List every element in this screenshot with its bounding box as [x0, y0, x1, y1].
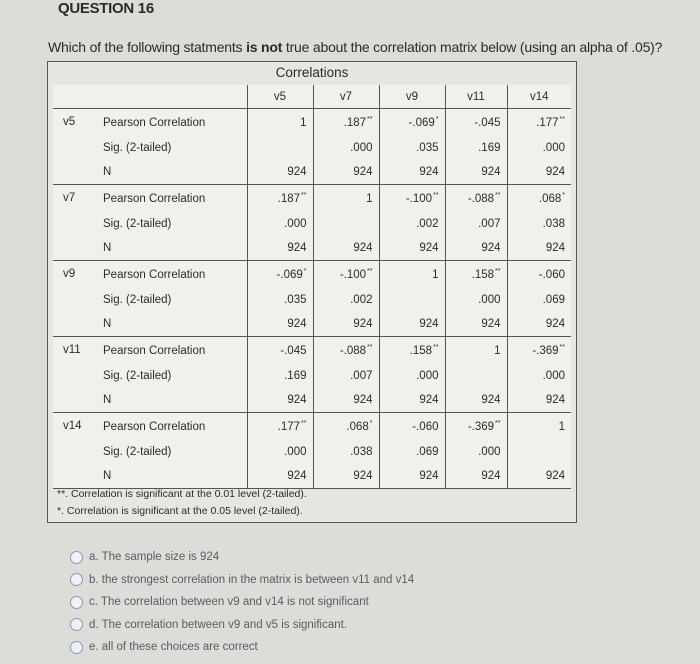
cell-value: 924: [481, 394, 501, 406]
cell-v5-v9-sig: [379, 136, 445, 160]
cell-value: .187: [277, 192, 301, 205]
question-title: QUESTION 16: [58, 0, 154, 17]
answer-option-label[interactable]: b. the strongest correlation in the matrix is between v11 and v14: [89, 573, 415, 586]
stat-label: [95, 136, 247, 160]
matrix-row-v9-pearson: [53, 261, 571, 289]
cell-v14-v5-n: [247, 464, 313, 489]
matrix-row-v5-sig: [53, 136, 571, 160]
cell-value: 1: [494, 344, 501, 357]
cell-v7-v7-sig: [313, 212, 379, 236]
cell-value: 924: [287, 166, 307, 178]
cell-v14-v14-n: [507, 464, 571, 489]
cell-value: .007: [478, 218, 501, 230]
stat-label-text: N: [103, 470, 112, 482]
answer-options: [70, 546, 414, 659]
cell-value: 1: [432, 268, 439, 281]
cell-value: .000: [478, 446, 501, 458]
column-header-v9: v9: [379, 85, 445, 109]
cell-value: -.100: [339, 268, 367, 281]
row-label-v9: v9: [53, 261, 95, 337]
answer-option[interactable]: [70, 546, 414, 569]
stat-label: [95, 364, 247, 388]
cell-value: .038: [350, 446, 373, 458]
cell-value: -.369: [532, 344, 559, 357]
cell-value: .069: [542, 294, 565, 306]
cell-value: .038: [542, 218, 565, 230]
cell-value: 924: [353, 394, 373, 406]
cell-v11-v5-sig: [247, 364, 313, 388]
stat-label: [95, 109, 247, 137]
column-header-v5: v5: [247, 85, 313, 109]
cell-value: -.088: [467, 192, 495, 205]
answer-option-label[interactable]: d. The correlation between v9 and v5 is significant.: [89, 618, 348, 631]
stat-label-text: N: [103, 394, 112, 406]
column-header-v14: v14: [507, 85, 571, 109]
cell-v5-v7-n: [313, 160, 379, 185]
row-label-v14: v14: [53, 413, 95, 489]
cell-v7-v9-sig: [379, 212, 445, 236]
cell-value: .000: [416, 370, 439, 382]
cell-v9-v5-n: [247, 312, 313, 337]
cell-v14-v11-sig: [445, 440, 507, 464]
cell-v9-v7-n: [313, 312, 379, 337]
cell-v14-v7-sig: [313, 440, 379, 464]
answer-option[interactable]: [70, 569, 414, 592]
stat-label-text: Sig. (2-tailed): [103, 142, 172, 154]
cell-value: .187: [343, 116, 367, 129]
significance-marker: **: [433, 344, 439, 352]
row-label-v5: v5: [53, 109, 95, 185]
significance-marker: **: [495, 420, 501, 428]
cell-v5-v9-n: [379, 160, 445, 185]
cell-v9-v14-n: [507, 312, 571, 337]
cell-v9-v9-n: [379, 312, 445, 337]
cell-value: 1: [300, 116, 307, 129]
cell-value: 924: [545, 242, 565, 254]
significance-marker: **: [301, 420, 307, 428]
cell-value: 924: [545, 318, 565, 330]
stat-label-text: Sig. (2-tailed): [103, 446, 172, 458]
cell-v11-v11-pearson: [445, 337, 507, 365]
cell-value: .035: [284, 294, 307, 306]
cell-value: 924: [481, 166, 501, 178]
cell-v11-v14-n: [507, 388, 571, 413]
significance-marker: **: [301, 192, 307, 200]
cell-v5-v5-pearson: [247, 109, 313, 137]
cell-v9-v14-pearson: [507, 261, 571, 289]
cell-v7-v11-n: [445, 236, 507, 261]
significance-marker: **: [433, 192, 439, 200]
cell-value: -.060: [538, 268, 565, 281]
cell-v7-v5-pearson: [247, 185, 313, 213]
cell-value: .068: [538, 192, 562, 205]
cell-v5-v14-sig: [507, 136, 571, 160]
cell-value: .068: [346, 420, 369, 433]
radio-button[interactable]: [70, 641, 83, 654]
cell-value: .000: [478, 294, 501, 306]
stat-label-text: Pearson Correlation: [103, 192, 206, 205]
cell-value: .158: [409, 344, 433, 357]
cell-v14-v9-sig: [379, 440, 445, 464]
correlations-panel: [47, 61, 577, 523]
stat-label-text: Pearson Correlation: [103, 344, 206, 357]
cell-v11-v9-pearson: [379, 337, 445, 365]
stat-label-text: N: [103, 318, 112, 330]
answer-option[interactable]: [70, 636, 414, 659]
cell-value: -.369: [467, 420, 495, 433]
cell-v9-v11-n: [445, 312, 507, 337]
cell-v14-v5-sig: [247, 440, 313, 464]
cell-value: 1: [558, 420, 565, 433]
cell-v7-v5-n: [247, 236, 313, 261]
significance-marker: **: [495, 268, 501, 276]
cell-value: 924: [353, 242, 373, 254]
cell-value: .002: [416, 218, 439, 230]
question-text-pre: Which of the following statments: [48, 39, 247, 55]
matrix-row-v14-n: [53, 464, 571, 489]
stat-label: [95, 312, 247, 337]
significance-marker: **: [367, 268, 373, 276]
header-row: [53, 85, 571, 109]
radio-button[interactable]: [70, 596, 83, 609]
cell-v11-v9-sig: [379, 364, 445, 388]
cell-value: -.069: [276, 268, 303, 281]
correlations-title: Correlations: [275, 65, 349, 80]
cell-value: 924: [353, 470, 373, 482]
cell-v7-v11-pearson: [445, 185, 507, 213]
matrix-row-v5-pearson: [53, 109, 571, 137]
cell-v5-v14-pearson: [507, 109, 571, 137]
cell-value: -.069: [408, 116, 435, 129]
cell-v14-v7-n: [313, 464, 379, 489]
cell-value: .158: [471, 268, 495, 281]
stat-label: [95, 464, 247, 489]
cell-v5-v7-pearson: [313, 109, 379, 137]
significance-marker: **: [559, 116, 565, 124]
cell-value: .177: [536, 116, 559, 129]
cell-value: -.060: [412, 420, 439, 433]
cell-v9-v14-sig: [507, 288, 571, 312]
cell-value: 924: [419, 470, 439, 482]
matrix-row-v9-n: [53, 312, 571, 337]
significance-marker: **: [367, 116, 373, 124]
stat-label: [95, 288, 247, 312]
cell-v14-v5-pearson: [247, 413, 313, 441]
cell-value: 924: [545, 470, 565, 482]
stat-label-text: Sig. (2-tailed): [103, 370, 172, 382]
stat-label-text: Pearson Correlation: [103, 116, 206, 129]
correlation-matrix: [53, 85, 571, 489]
cell-value: .069: [416, 446, 439, 458]
cell-v11-v5-pearson: [247, 337, 313, 365]
cell-value: .000: [542, 142, 565, 154]
header-blank: [53, 85, 95, 109]
stat-label-text: N: [103, 166, 112, 178]
cell-v9-v5-pearson: [247, 261, 313, 289]
footnote-005: *. Correlation is significant at the 0.05 level (2-tailed).: [57, 505, 303, 517]
matrix-row-v7-n: [53, 236, 571, 261]
cell-v11-v14-sig: [507, 364, 571, 388]
column-header-v11: v11: [445, 85, 507, 109]
matrix-row-v7-sig: [53, 212, 571, 236]
stat-label: [95, 337, 247, 365]
cell-v9-v5-sig: [247, 288, 313, 312]
question-text-post: true about the correlation matrix below (using an alpha of .05)?: [282, 39, 663, 55]
cell-value: 924: [287, 470, 307, 482]
cell-v7-v7-n: [313, 236, 379, 261]
cell-v14-v11-n: [445, 464, 507, 489]
cell-v9-v7-sig: [313, 288, 379, 312]
cell-v5-v9-pearson: [379, 109, 445, 137]
cell-v5-v11-pearson: [445, 109, 507, 137]
cell-value: .000: [284, 218, 307, 230]
stat-label-text: Sig. (2-tailed): [103, 294, 172, 306]
cell-value: -.045: [474, 116, 501, 129]
cell-value: .007: [350, 370, 373, 382]
cell-v11-v7-n: [313, 388, 379, 413]
significance-marker: *: [562, 192, 565, 200]
cell-v5-v5-sig: [247, 136, 313, 160]
stat-label-text: Pearson Correlation: [103, 420, 206, 433]
cell-v11-v7-pearson: [313, 337, 379, 365]
cell-v11-v14-pearson: [507, 337, 571, 365]
stat-label: [95, 388, 247, 413]
stat-label-text: Pearson Correlation: [103, 268, 206, 281]
stat-label: [95, 185, 247, 213]
cell-v14-v14-pearson: [507, 413, 571, 441]
cell-value: 924: [419, 166, 439, 178]
cell-value: .000: [350, 142, 373, 154]
stat-label: [95, 440, 247, 464]
matrix-row-v9-sig: [53, 288, 571, 312]
matrix-row-v14-sig: [53, 440, 571, 464]
cell-value: 924: [481, 470, 501, 482]
cell-v11-v11-sig: [445, 364, 507, 388]
significance-marker: *: [369, 420, 373, 428]
cell-v9-v9-sig: [379, 288, 445, 312]
significance-marker: **: [367, 344, 373, 352]
cell-v7-v9-n: [379, 236, 445, 261]
cell-value: 924: [287, 242, 307, 254]
radio-button[interactable]: [70, 573, 83, 586]
cell-v11-v5-n: [247, 388, 313, 413]
answer-option[interactable]: [70, 591, 414, 614]
cell-value: 924: [287, 318, 307, 330]
cell-value: 924: [287, 394, 307, 406]
matrix-row-v5-n: [53, 160, 571, 185]
answer-option[interactable]: [70, 614, 414, 637]
cell-v14-v7-pearson: [313, 413, 379, 441]
cell-value: -.100: [405, 192, 433, 205]
cell-v5-v11-n: [445, 160, 507, 185]
cell-value: .002: [350, 294, 373, 306]
row-label-v11: v11: [53, 337, 95, 413]
cell-v5-v14-n: [507, 160, 571, 185]
cell-v9-v9-pearson: [379, 261, 445, 289]
cell-value: 924: [419, 394, 439, 406]
cell-v5-v5-n: [247, 160, 313, 185]
cell-v14-v14-sig: [507, 440, 571, 464]
cell-v9-v11-sig: [445, 288, 507, 312]
row-label-v7: v7: [53, 185, 95, 261]
answer-option-label[interactable]: c. The correlation between v9 and v14 is not significant: [89, 596, 369, 609]
matrix-row-v14-pearson: [53, 413, 571, 441]
radio-button[interactable]: [70, 618, 83, 631]
cell-value: .169: [284, 370, 307, 382]
cell-v9-v11-pearson: [445, 261, 507, 289]
cell-value: .035: [416, 142, 439, 154]
cell-value: 924: [419, 318, 439, 330]
cell-v7-v14-n: [507, 236, 571, 261]
significance-marker: **: [495, 192, 501, 200]
cell-v9-v7-pearson: [313, 261, 379, 289]
significance-marker: **: [559, 344, 565, 352]
matrix-row-v11-pearson: [53, 337, 571, 365]
cell-v11-v11-n: [445, 388, 507, 413]
significance-marker: *: [303, 268, 307, 276]
cell-value: .000: [284, 446, 307, 458]
cell-v11-v7-sig: [313, 364, 379, 388]
cell-value: 924: [419, 242, 439, 254]
cell-value: .177: [277, 420, 301, 433]
cell-v11-v9-n: [379, 388, 445, 413]
cell-v7-v14-pearson: [507, 185, 571, 213]
question-text: [48, 39, 662, 55]
cell-value: 924: [481, 242, 501, 254]
cell-v7-v5-sig: [247, 212, 313, 236]
cell-value: 1: [366, 192, 373, 205]
cell-v7-v7-pearson: [313, 185, 379, 213]
cell-value: .000: [542, 370, 565, 382]
question-text-bold: is not: [246, 39, 283, 55]
cell-v14-v9-pearson: [379, 413, 445, 441]
significance-marker: *: [435, 116, 439, 124]
cell-value: 924: [545, 166, 565, 178]
cell-value: -.045: [280, 344, 307, 357]
column-header-v7: v7: [313, 85, 379, 109]
answer-option-label[interactable]: a. The sample size is 924: [89, 551, 220, 564]
cell-v5-v11-sig: [445, 136, 507, 160]
stat-label: [95, 212, 247, 236]
cell-v7-v11-sig: [445, 212, 507, 236]
stat-label-text: Sig. (2-tailed): [103, 218, 172, 230]
footnote-001: **. Correlation is significant at the 0.01 level (2-tailed).: [57, 488, 307, 500]
stat-label: [95, 236, 247, 261]
header-blank-2: [95, 85, 247, 109]
matrix-row-v11-sig: [53, 364, 571, 388]
cell-value: 924: [545, 394, 565, 406]
matrix-row-v11-n: [53, 388, 571, 413]
cell-v14-v9-n: [379, 464, 445, 489]
cell-value: 924: [353, 318, 373, 330]
cell-value: -.088: [339, 344, 367, 357]
radio-button[interactable]: [70, 551, 83, 564]
cell-v7-v14-sig: [507, 212, 571, 236]
cell-v7-v9-pearson: [379, 185, 445, 213]
stat-label: [95, 160, 247, 185]
answer-option-label[interactable]: e. all of these choices are correct: [89, 641, 258, 654]
stat-label-text: N: [103, 242, 112, 254]
cell-value: 924: [353, 166, 373, 178]
cell-value: .169: [478, 142, 501, 154]
matrix-row-v7-pearson: [53, 185, 571, 213]
matrix-body: [53, 109, 571, 489]
stat-label: [95, 413, 247, 441]
stat-label: [95, 261, 247, 289]
cell-v14-v11-pearson: [445, 413, 507, 441]
cell-value: 924: [481, 318, 501, 330]
cell-v5-v7-sig: [313, 136, 379, 160]
